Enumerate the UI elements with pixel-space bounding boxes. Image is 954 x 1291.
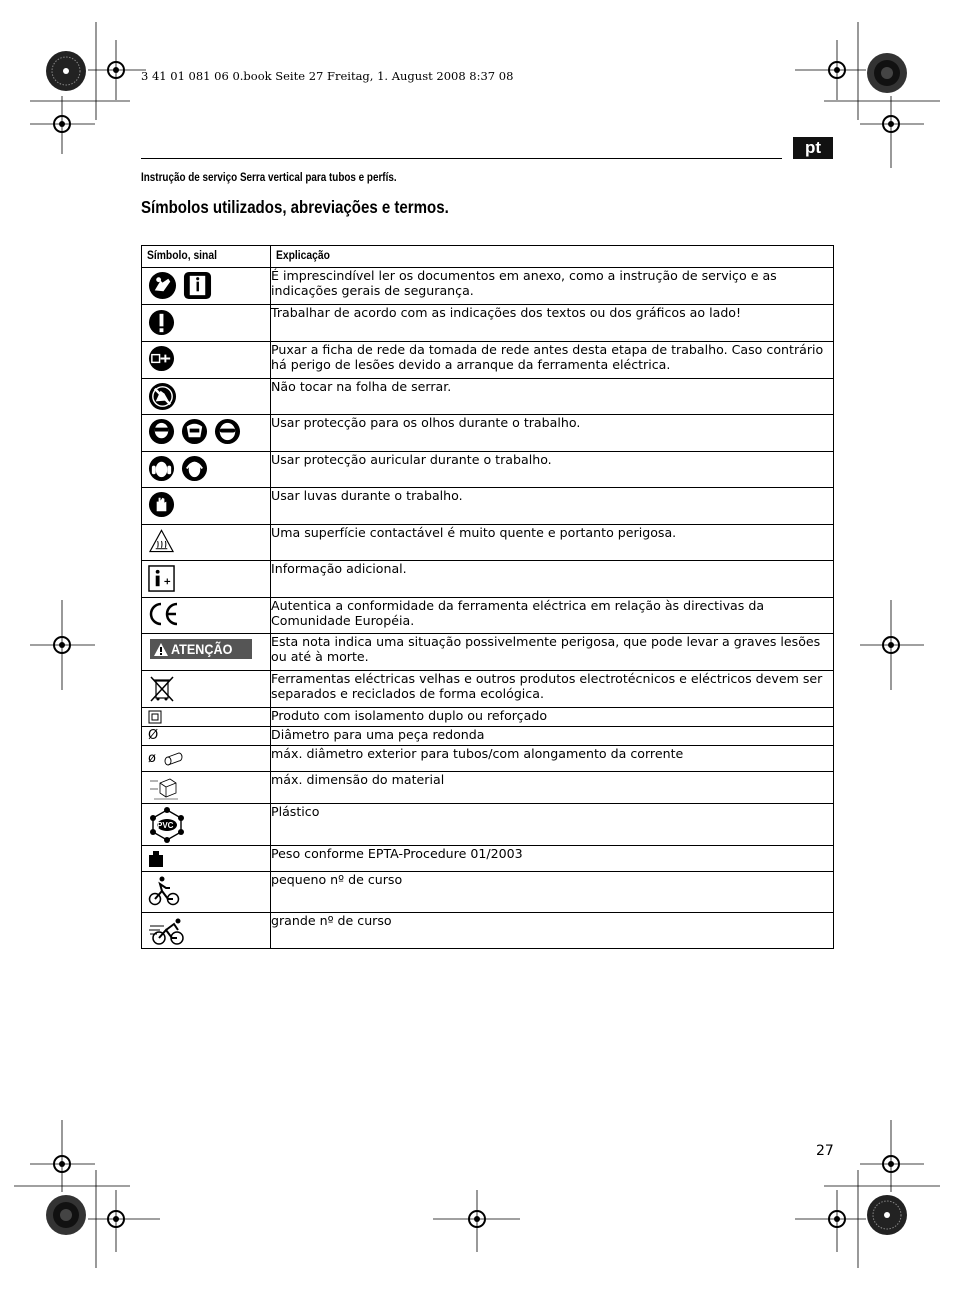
row-explanation: Ferramentas eléctricas velhas e outros produtos electrotécnicos e eléctricos devem ser separados e reciclados de forma ecológica. xyxy=(271,671,834,708)
table-row xyxy=(142,379,834,415)
row-explanation: Esta nota indica uma situação possivelmente perigosa, que pode levar a graves lesões ou até à morte. xyxy=(271,634,834,671)
diameter-icon: Ø xyxy=(148,728,159,743)
table-row xyxy=(142,671,834,708)
ear-muffs-icon xyxy=(148,455,175,482)
table-row xyxy=(142,913,834,949)
table-row xyxy=(142,598,834,634)
weight-icon xyxy=(148,850,164,868)
row-explanation: Plástico xyxy=(271,804,834,846)
table-row xyxy=(142,727,834,746)
hot-surface-icon xyxy=(148,528,175,554)
row-explanation: Trabalhar de acordo com as indicações dos textos ou dos gráficos ao lado! xyxy=(271,305,834,342)
row-explanation: Informação adicional. xyxy=(271,561,834,598)
table-header-row xyxy=(142,246,834,268)
table-row xyxy=(142,342,834,379)
book-info-line: 3 41 01 081 06 0.book Seite 27 Freitag, 1. August 2008 8:37 08 xyxy=(141,69,514,83)
warning-label: ATENÇÃO xyxy=(150,639,252,659)
face-shield-icon xyxy=(181,418,208,445)
goggles-icon xyxy=(148,418,175,445)
row-explanation: É imprescindível ler os documentos em anexo, como a instrução de serviço e as indicações gerais de segurança. xyxy=(271,268,834,305)
column-header-symbol: Símbolo, sinal xyxy=(142,246,271,268)
warning-triangle-icon xyxy=(153,642,169,657)
table-row xyxy=(142,525,834,561)
ear-plugs-icon xyxy=(181,455,208,482)
table-row xyxy=(142,872,834,913)
row-explanation: Peso conforme EPTA-Procedure 01/2003 xyxy=(271,846,834,872)
table-row xyxy=(142,634,834,671)
table-row xyxy=(142,268,834,305)
info-icon xyxy=(148,564,175,593)
document-subtitle: Instrução de serviço Serra vertical para tubos e perfís. xyxy=(141,172,397,184)
row-explanation: Usar luvas durante o trabalho. xyxy=(271,488,834,525)
table-row xyxy=(142,846,834,872)
tube-diameter-symbol: ø xyxy=(148,751,156,766)
header-rule xyxy=(141,158,782,159)
material-dimension-icon xyxy=(148,775,182,801)
table-row xyxy=(142,415,834,452)
weee-bin-icon xyxy=(148,674,176,704)
row-explanation: Não tocar na folha de serrar. xyxy=(271,379,834,415)
row-explanation: Uma superfície contactável é muito quente e portanto perigosa. xyxy=(271,525,834,561)
row-explanation: Produto com isolamento duplo ou reforçado xyxy=(271,708,834,727)
row-explanation: máx. diâmetro exterior para tubos/com alongamento da corrente xyxy=(271,746,834,772)
cyclist-fast-icon xyxy=(148,916,186,946)
tube-diameter-icon xyxy=(162,752,184,766)
column-header-explanation: Explicação xyxy=(271,246,834,268)
row-explanation: Diâmetro para uma peça redonda xyxy=(271,727,834,746)
row-explanation: Usar protecção auricular durante o trabalho. xyxy=(271,452,834,488)
unplug-icon xyxy=(148,345,175,372)
language-badge: pt xyxy=(793,137,833,159)
no-touch-blade-icon xyxy=(148,382,177,411)
ce-mark-icon xyxy=(148,601,180,627)
exclamation-icon xyxy=(148,308,175,337)
row-explanation: Usar protecção para os olhos durante o trabalho. xyxy=(271,415,834,452)
table-row xyxy=(142,488,834,525)
page-number: 27 xyxy=(816,1143,834,1159)
pvc-label: PVC xyxy=(157,821,174,830)
page-title: Símbolos utilizados, abreviações e termos. xyxy=(141,197,449,217)
row-explanation: máx. dimensão do material xyxy=(271,772,834,804)
read-manual-icon xyxy=(148,271,177,300)
table-row xyxy=(142,561,834,598)
symbols-table xyxy=(141,245,834,949)
table-row xyxy=(142,772,834,804)
table-row xyxy=(142,305,834,342)
cyclist-slow-icon xyxy=(148,875,180,907)
row-explanation: grande nº de curso xyxy=(271,913,834,949)
double-insulation-icon xyxy=(148,710,162,724)
table-row xyxy=(142,452,834,488)
row-explanation: Autentica a conformidade da ferramenta eléctrica em relação às directivas da Comunidade Européia. xyxy=(271,598,834,634)
table-row xyxy=(142,708,834,727)
table-row xyxy=(142,746,834,772)
safety-glasses-icon xyxy=(214,418,241,445)
info-book-icon xyxy=(183,271,212,300)
table-row xyxy=(142,804,834,846)
row-explanation: pequeno nº de curso xyxy=(271,872,834,913)
gloves-icon xyxy=(148,491,175,518)
row-explanation: Puxar a ficha de rede da tomada de rede antes desta etapa de trabalho. Caso contrário há perigo de lesões devido a arranque da ferramenta eléctrica. xyxy=(271,342,834,379)
